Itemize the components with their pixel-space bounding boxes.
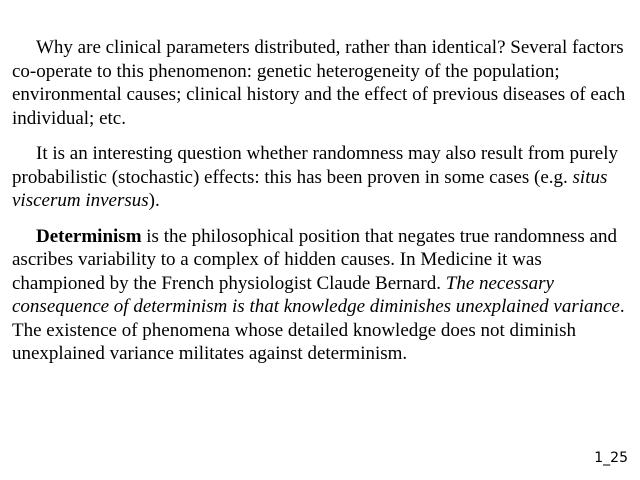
paragraph-2-text: It is an interesting question whether randomness may also result from purely probabilistic (stochastic) effects: this has been proven in some cases (e.g.: [12, 143, 619, 188]
paragraph-3-text: is the philosophical position that negates true randomness and ascribes variability to a complex of hidden causes. In Medicine it was championed by the French physiologist Claude Bernard.: [12, 225, 617, 294]
paragraph-3-italic-statement: The necessary consequence of determinism is that knowledge diminishes unexplained variance: [12, 272, 620, 317]
paragraph-3-tail: . The existence of phenomena whose detailed knowledge does not diminish unexplained variance militates against determinism.: [12, 296, 625, 364]
page-number: 1_25: [594, 450, 628, 466]
paragraph-randomness: [12, 142, 634, 213]
paragraph-determinism: [12, 225, 634, 366]
paragraph-2-tail: ).: [148, 190, 160, 211]
paragraph-clinical-parameters: [12, 36, 634, 130]
slide-body: [12, 36, 634, 378]
determinism-term: Determinism: [36, 225, 142, 247]
paragraph-2-italic-term: situs viscerum inversus: [12, 166, 608, 211]
paragraph-1-text: Why are clinical parameters distributed, rather than identical? Several factors co-operate to this phenomenon: genetic heterogeneity of the population; environmental causes; clinical history and the effect of previous diseases of each individual; etc.: [12, 37, 626, 129]
